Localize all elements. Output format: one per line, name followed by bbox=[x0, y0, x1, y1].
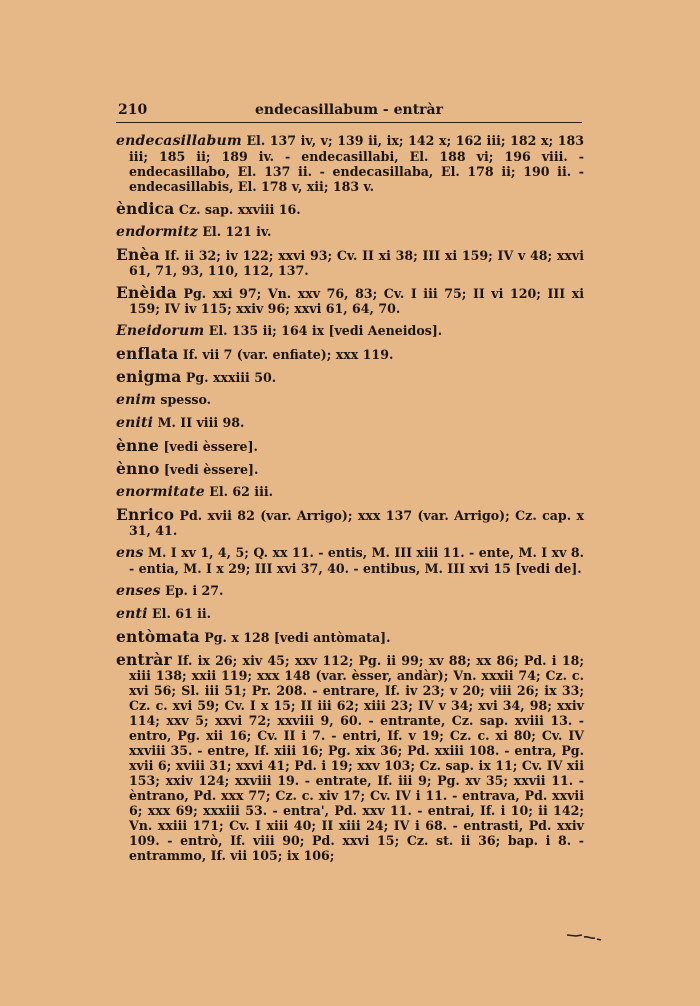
dictionary-entry bbox=[116, 507, 584, 538]
dictionary-entry bbox=[116, 201, 584, 217]
dictionary-entry bbox=[116, 346, 584, 362]
dictionary-entry bbox=[116, 629, 584, 645]
entry-citations: El. 62 iii. bbox=[204, 484, 274, 499]
entry-headword: èndica bbox=[116, 199, 175, 218]
dictionary-entry bbox=[116, 652, 584, 863]
entry-headword: endecasillabum bbox=[116, 133, 242, 149]
dictionary-entry bbox=[116, 224, 584, 240]
entry-list bbox=[116, 133, 584, 870]
entry-citations: El. 61 ii. bbox=[147, 606, 212, 621]
dictionary-entry bbox=[116, 415, 584, 431]
dictionary-entry bbox=[116, 545, 584, 576]
ink-mark bbox=[566, 930, 602, 942]
entry-citations: [vedi èssere]. bbox=[159, 439, 258, 454]
dictionary-entry bbox=[116, 484, 584, 500]
entry-citations: If. vii 7 (var. enfiate); xxx 119. bbox=[178, 347, 394, 362]
entry-citations: spesso. bbox=[156, 392, 212, 407]
running-header bbox=[116, 100, 582, 123]
dictionary-entry bbox=[116, 133, 584, 194]
entry-citations: Pd. xvii 82 (var. Arrigo); xxx 137 (var. Arrigo); Cz. cap. x 31, 41. bbox=[129, 508, 584, 538]
entry-headword: eniti bbox=[116, 415, 154, 431]
page-number: 210 bbox=[118, 102, 148, 118]
dictionary-entry bbox=[116, 461, 584, 477]
entry-citations: Cz. sap. xxviii 16. bbox=[174, 202, 301, 217]
entry-citations: Pg. x 128 [vedi antòmata]. bbox=[199, 630, 391, 645]
entry-headword: endormitz bbox=[116, 224, 198, 240]
entry-headword: Enèida bbox=[116, 283, 177, 302]
dictionary-entry bbox=[116, 583, 584, 599]
dictionary-entry bbox=[116, 369, 584, 385]
entry-citations: M. II viii 98. bbox=[153, 415, 245, 430]
entry-headword: enormitate bbox=[116, 484, 205, 500]
entry-headword: enim bbox=[116, 392, 157, 408]
dictionary-entry bbox=[116, 438, 584, 454]
entry-headword: entòmata bbox=[116, 627, 200, 646]
entry-headword: enflata bbox=[116, 344, 179, 363]
entry-headword: ènne bbox=[116, 436, 160, 455]
entry-citations: Pg. xxi 97; Vn. xxv 76, 83; Cv. I iii 75; II vi 120; III xi 159; IV iv 115; xxiv 96; xxvi 61, 64, 70. bbox=[129, 286, 584, 316]
entry-citations: [vedi èssere]. bbox=[159, 462, 259, 477]
entry-citations: Pg. xxxiii 50. bbox=[181, 370, 277, 385]
entry-citations: Ep. i 27. bbox=[160, 583, 224, 598]
entry-citations: El. 135 ii; 164 ix [vedi Aeneidos]. bbox=[204, 323, 443, 338]
entry-citations: If. ix 26; xiv 45; xxv 112; Pg. ii 99; xv 88; xx 86; Pd. i 18; xiii 138; xxii 119; xxx 148 (var. èsser, andàr); Vn. xxxii 74; Cz. c. xvi 56; Sl. iii 51; Pr. 208. - entrare, If. iv 23; v 20; viii 26; ix 33; Cz. c. xvi 59; Cv. I x 15; II iii 62; xiii 23; IV v 34; xvi 34, 98; xxiv 114; xxv 5; xxvi 72; xxviii 9, 60. - entrante, Cz. sap. xviii 13. - entro, Pg. xii 16; Cv. II i 7. - entri, If. v 19; Cz. c. xi 80; Cv. IV xxviii 35. - entre, If. xiii 16; Pg. xix 36; Pd. xxiii 108. - entra, Pg. xvii 6; xviii 31; xxvi 41; Pd. i 19; xxv 103; Cz. sap. ix 11; Cv. IV xii 153; xxiv 124; xxviii 19. - entrate, If. iii 9; Pg. xv 35; xxvii 11. - èntrano, Pd. xxx 77; Cz. c. xiv 17; Cv. IV i 11. - entrava, Pd. xxvii 6; xxx 69; xxxiii 53. - entra', Pd. xxv 11. - entrai, If. i 10; ii 142; Vn. xxiii 171; Cv. I xiii 40; II xiii 24; IV i 68. - entrasti, Pd. xxiv 109. - entrò, If. viii 90; Pd. xxvi 15; Cz. st. ii 36; bap. i 8. - entrammo, If. vii 105; ix 106; bbox=[129, 653, 584, 863]
dictionary-entry bbox=[116, 606, 584, 622]
dictionary-entry bbox=[116, 285, 584, 316]
entry-citations: El. 121 iv. bbox=[197, 224, 272, 239]
entry-headword: Enrico bbox=[116, 505, 175, 524]
entry-headword: ens bbox=[116, 545, 144, 561]
entry-headword: Eneidorum bbox=[116, 323, 205, 339]
entry-headword: enigma bbox=[116, 367, 182, 386]
dictionary-entry bbox=[116, 392, 584, 408]
dictionary-entry bbox=[116, 323, 584, 339]
entry-headword: enti bbox=[116, 606, 148, 622]
entry-headword: enses bbox=[116, 583, 161, 599]
entry-headword: Enèa bbox=[116, 245, 160, 264]
entry-citations: M. I xv 1, 4, 5; Q. xx 11. - entis, M. III xiii 11. - ente, M. I xv 8. - entia, M. I x 29; III xvi 37, 40. - entibus, M. III xvi 15 [vedi de]. bbox=[129, 545, 584, 576]
entry-headword: entràr bbox=[116, 650, 172, 669]
dictionary-entry bbox=[116, 247, 584, 278]
entry-citations: El. 137 iv, v; 139 ii, ix; 142 x; 162 iii; 182 x; 183 iii; 185 ii; 189 iv. - endecasillabi, El. 188 vi; 196 viii. - endecasillabo, El. 137 ii. - endecasillaba, El. 178 ii; 190 ii. - endecasillabis, El. 178 v, xii; 183 v. bbox=[129, 133, 584, 194]
entry-citations: If. ii 32; iv 122; xxvi 93; Cv. II xi 38; III xi 159; IV v 48; xxvi 61, 71, 93, 110, 112, 137. bbox=[129, 248, 584, 278]
entry-headword: ènno bbox=[116, 459, 160, 478]
running-title: endecasillabum - entràr bbox=[254, 102, 443, 118]
